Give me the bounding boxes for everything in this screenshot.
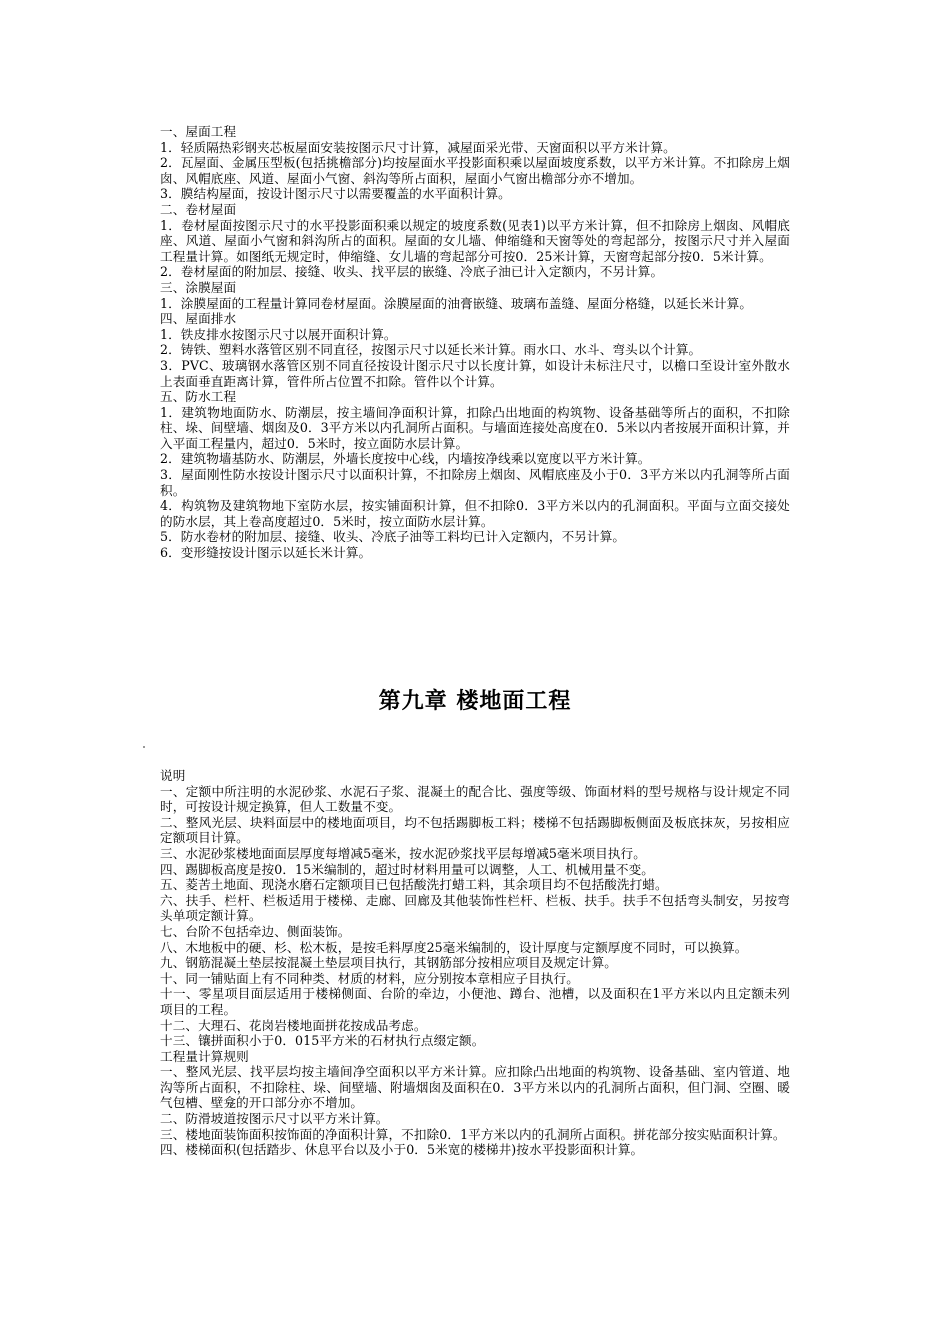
paragraph: 2．卷材屋面的附加层、接缝、收头、找平层的嵌缝、冷底子油已计入定额内，不另计算。 bbox=[160, 264, 664, 280]
paragraph: 二、整风光层、块料面层中的楼地面项目，均不包括踢脚板工料；楼梯不包括踢脚板侧面及板底抹灰，另按相应定额项目计算。 bbox=[160, 814, 790, 846]
heading-membrane-roof: 二、卷材屋面 bbox=[160, 201, 237, 217]
paragraph: 八、木地板中的硬、杉、松木板，是按毛料厚度25毫米编制的，设计厚度与定额厚度不同时，可以换算。 bbox=[160, 939, 748, 955]
paragraph: 1．建筑物地面防水、防潮层，按主墙间净面积计算，扣除凸出地面的构筑物、设备基础等所占的面积，不扣除柱、垛、间壁墙、烟囱及0．3平方米以内孔洞所占面积。与墙面连接处高度在0．5米以内者按展开面积计算，并入平面工程量内，超过0．5米时，按立面防水层计算。 bbox=[160, 404, 790, 451]
paragraph: 一、整风光层、找平层均按主墙间净空面积以平方米计算。应扣除凸出地面的构筑物、设备基础、室内管道、地沟等所占面积，不扣除柱、垛、间壁墙、附墙烟囱及面积在0．3平方米以内的孔洞所占面积，但门洞、空圈、暖气包槽、壁龛的开口部分亦不增加。 bbox=[160, 1064, 790, 1111]
paragraph: 四、楼梯面积(包括踏步、休息平台以及小于0．5米宽的楼梯井)按水平投影面积计算。 bbox=[160, 1142, 644, 1158]
paragraph: 2．建筑物墙基防水、防潮层，外墙长度按中心线，内墙按净线乘以宽度以平方米计算。 bbox=[160, 451, 651, 467]
paragraph: 1．轻质隔热彩钢夹芯板屋面安装按图示尺寸计算，减屋面采光带、天窗面积以平方米计算。 bbox=[160, 139, 676, 155]
paragraph: 十一、零星项目面层适用于楼梯侧面、台阶的牵边，小便池、蹲台、池槽，以及面积在1平方米以内且定额未列项目的工程。 bbox=[160, 986, 790, 1017]
paragraph: 五、菱苦土地面、现浇水磨石定额项目已包括酸洗打蜡工料，其余项目均不包括酸洗打蜡。 bbox=[160, 877, 668, 893]
paragraph: 6．变形缝按设计图示以延长米计算。 bbox=[160, 545, 372, 561]
paragraph: 十二、大理石、花岗岩楼地面拼花按成品考虑。 bbox=[160, 1017, 427, 1033]
heading-waterproofing: 五、防水工程 bbox=[160, 389, 237, 405]
heading-coating-roof: 三、涂膜屋面 bbox=[160, 279, 237, 295]
heading-roof-drainage: 四、屋面排水 bbox=[160, 311, 237, 327]
paragraph: 1．卷材屋面按图示尺寸的水平投影面积乘以规定的坡度系数(见表1)以平方米计算，但不扣除房上烟囱、风帽底座、风道、屋面小气窗和斜沟所占的面积。屋面的女儿墙、伸缩缝和天窗等处的弯起部分，按图示尺寸并入屋面工程量计算。如图纸无规定时，伸缩缝、女儿墙的弯起部分可按0．25米计算，天窗弯起部分按0．5米计算。 bbox=[160, 217, 790, 264]
paragraph: 九、钢筋混凝土垫层按混凝土垫层项目执行，其钢筋部分按相应项目及规定计算。 bbox=[160, 955, 617, 971]
paragraph: 十、同一铺贴面上有不同种类、材质的材料，应分别按本章相应子目执行。 bbox=[160, 970, 579, 986]
stray-dot bbox=[143, 746, 145, 748]
chapter-title: 第九章 楼地面工程 bbox=[378, 689, 572, 714]
heading-roofing: 一、屋面工程 bbox=[160, 124, 237, 139]
floor-section bbox=[160, 768, 790, 1158]
heading-quantity-rules: 工程量计算规则 bbox=[160, 1048, 249, 1064]
paragraph: 5．防水卷材的附加层、接缝、收头、冷底子油等工料均已计入定额内，不另计算。 bbox=[160, 529, 626, 545]
paragraph: 4．构筑物及建筑物地下室防水层，按实铺面积计算，但不扣除0．3平方米以内的孔洞面积。平面与立面交接处的防水层，其上卷高度超过0．5米时，按立面防水层计算。 bbox=[160, 498, 790, 529]
heading-notes: 说明 bbox=[160, 768, 186, 783]
paragraph: 3．膜结构屋面，按设计图示尺寸以需要覆盖的水平面积计算。 bbox=[160, 186, 511, 202]
paragraph: 二、防滑坡道按图示尺寸以平方米计算。 bbox=[160, 1111, 389, 1127]
paragraph: 七、台阶不包括牵边、侧面装饰。 bbox=[160, 923, 351, 939]
paragraph: 三、水泥砂浆楼地面面层厚度每增减5毫米，按水泥砂浆找平层每增减5毫米项目执行。 bbox=[160, 845, 646, 861]
roofing-section bbox=[160, 124, 790, 561]
paragraph: 三、楼地面装饰面积按饰面的净面积计算，不扣除0．1平方米以内的孔洞所占面积。拼花部分按实贴面积计算。 bbox=[160, 1126, 786, 1142]
paragraph: 2．铸铁、塑料水落管区别不同直径，按图示尺寸以延长米计算。雨水口、水斗、弯头以个计算。 bbox=[160, 342, 702, 358]
paragraph: 2．瓦屋面、金属压型板(包括挑檐部分)均按屋面水平投影面积乘以屋面坡度系数，以平方米计算。不扣除房上烟囱、风帽底座、风道、屋面小气窗、斜沟等所占面积，屋面小气窗出檐部分亦不增加。 bbox=[160, 155, 790, 186]
paragraph: 四、踢脚板高度是按0．15米编制的，超过时材料用量可以调整，人工、机械用量不变。 bbox=[160, 861, 655, 877]
paragraph: 十三、镶拼面积小于0．015平方米的石材执行点缀定额。 bbox=[160, 1033, 485, 1049]
paragraph: 1．铁皮排水按图示尺寸以展开面积计算。 bbox=[160, 326, 397, 342]
paragraph: 1．涂膜屋面的工程量计算同卷材屋面。涂膜屋面的油膏嵌缝、玻璃布盖缝、屋面分格缝，以延长米计算。 bbox=[160, 295, 753, 311]
paragraph: 一、定额中所注明的水泥砂浆、水泥石子浆、混凝土的配合比、强度等级、饰面材料的型号规格与设计规定不同时，可按设计规定换算，但人工数量不变。 bbox=[160, 783, 790, 815]
paragraph: 3．屋面刚性防水按设计图示尺寸以面积计算，不扣除房上烟囱、风帽底座及小于0．3平方米以内孔洞等所占面积。 bbox=[160, 467, 790, 498]
paragraph: 六、扶手、栏杆、栏板适用于楼梯、走廊、回廊及其他装饰性栏杆、栏板、扶手。扶手不包括弯头制安，另按弯头单项定额计算。 bbox=[160, 892, 790, 924]
paragraph: 3．PVC、玻璃钢水落管区别不同直径按设计图示尺寸以长度计算，如设计未标注尺寸，以檐口至设计室外散水上表面垂直距离计算，管件所占位置不扣除。管件以个计算。 bbox=[160, 357, 790, 389]
